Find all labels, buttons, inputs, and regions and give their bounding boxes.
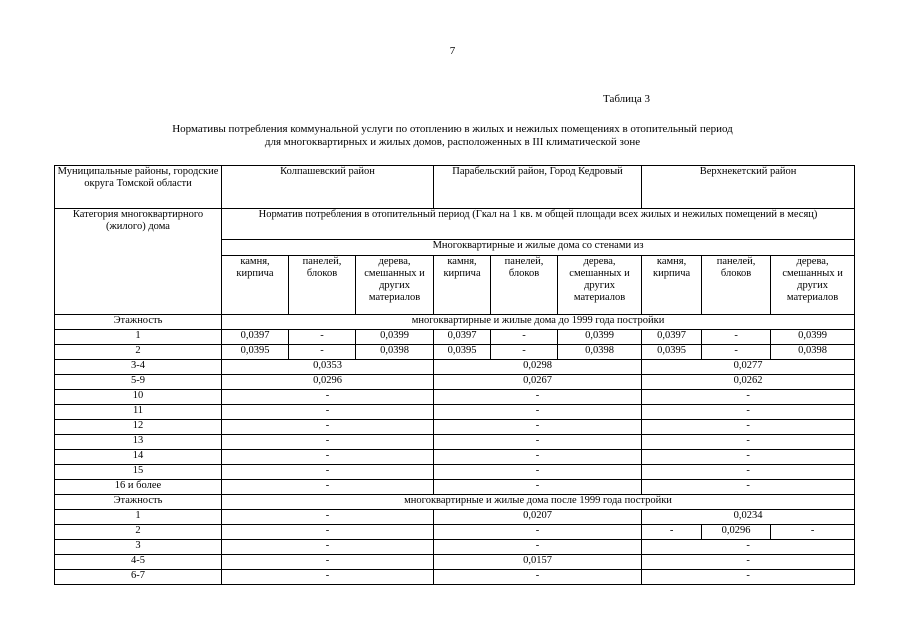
table-row bbox=[55, 540, 855, 555]
table-row bbox=[55, 450, 855, 465]
material-wood: дерева, смешанных и других материалов bbox=[771, 256, 855, 315]
table-row bbox=[55, 390, 855, 405]
table-row bbox=[55, 480, 855, 495]
value-cell: - bbox=[222, 420, 434, 435]
value-cell: - bbox=[222, 480, 434, 495]
title-line-1: Нормативы потребления коммунальной услуги по отоплению в жилых и нежилых помещениях в отопительный период bbox=[172, 123, 733, 135]
value-cell: - bbox=[434, 405, 642, 420]
value-cell: - bbox=[434, 465, 642, 480]
table-label: Таблица 3 bbox=[603, 93, 651, 105]
value-cell: - bbox=[642, 525, 702, 540]
value-cell: - bbox=[771, 525, 855, 540]
material-wood: дерева, смешанных и других материалов bbox=[558, 256, 642, 315]
material-panel: панелей, блоков bbox=[702, 256, 771, 315]
material-brick: камня, кирпича bbox=[222, 256, 289, 315]
value-cell: 0,0399 bbox=[558, 330, 642, 345]
title-line-2: для многоквартирных и жилых домов, расположенных в III климатической зоне bbox=[264, 136, 641, 148]
value-cell: 0,0395 bbox=[434, 345, 491, 360]
value-cell: - bbox=[222, 510, 434, 525]
table-row bbox=[55, 465, 855, 480]
document-title bbox=[0, 123, 905, 149]
value-cell: 0,0398 bbox=[558, 345, 642, 360]
value-cell: - bbox=[222, 465, 434, 480]
table-row bbox=[55, 435, 855, 450]
table-row bbox=[55, 330, 855, 345]
district-kolpashevo: Колпашевский район bbox=[222, 166, 434, 209]
district-verkhneketsky: Верхнекетский район bbox=[642, 166, 855, 209]
floor-cell: 1 bbox=[55, 510, 222, 525]
value-cell: - bbox=[642, 450, 855, 465]
floor-cell: 3 bbox=[55, 540, 222, 555]
value-cell: - bbox=[491, 330, 558, 345]
value-cell: - bbox=[222, 525, 434, 540]
value-cell: - bbox=[642, 570, 855, 585]
header-row-materials bbox=[55, 256, 855, 315]
material-panel: панелей, блоков bbox=[289, 256, 356, 315]
value-cell: 0,0399 bbox=[771, 330, 855, 345]
table-row bbox=[55, 420, 855, 435]
floor-cell: 3-4 bbox=[55, 360, 222, 375]
material-brick: камня, кирпича bbox=[434, 256, 491, 315]
section-row bbox=[55, 315, 855, 330]
table-row bbox=[55, 555, 855, 570]
walls-header: Многоквартирные и жилые дома со стенами из bbox=[222, 240, 855, 256]
value-cell: - bbox=[642, 555, 855, 570]
floor-cell: 15 bbox=[55, 465, 222, 480]
table-row bbox=[55, 360, 855, 375]
floor-cell: 2 bbox=[55, 345, 222, 360]
value-cell: 0,0397 bbox=[642, 330, 702, 345]
value-cell: 0,0234 bbox=[642, 510, 855, 525]
floor-cell: 5-9 bbox=[55, 375, 222, 390]
floor-cell: 16 и более bbox=[55, 480, 222, 495]
floor-cell: 1 bbox=[55, 330, 222, 345]
category-header: Категория многоквартирного (жилого) дома bbox=[55, 209, 222, 256]
norm-header-text: Норматив потребления в отопительный период (Гкал на 1 кв. м общей площади всех жилых и нежилых помещений в месяц) bbox=[258, 209, 818, 220]
value-cell: 0,0296 bbox=[702, 525, 771, 540]
value-cell: - bbox=[222, 555, 434, 570]
value-cell: 0,0262 bbox=[642, 375, 855, 390]
value-cell: - bbox=[434, 570, 642, 585]
value-cell: 0,0353 bbox=[222, 360, 434, 375]
material-panel: панелей, блоков bbox=[491, 256, 558, 315]
table-row bbox=[55, 510, 855, 525]
table-row bbox=[55, 405, 855, 420]
value-cell: - bbox=[642, 405, 855, 420]
value-cell: - bbox=[642, 435, 855, 450]
table-row bbox=[55, 345, 855, 360]
value-cell: - bbox=[222, 540, 434, 555]
value-cell: - bbox=[434, 390, 642, 405]
value-cell: - bbox=[642, 390, 855, 405]
value-cell: 0,0395 bbox=[642, 345, 702, 360]
value-cell: 0,0395 bbox=[222, 345, 289, 360]
section-title: многоквартирные и жилые дома до 1999 года постройки bbox=[222, 315, 855, 330]
floor-cell: 12 bbox=[55, 420, 222, 435]
value-cell: 0,0397 bbox=[222, 330, 289, 345]
value-cell: - bbox=[642, 420, 855, 435]
value-cell: 0,0207 bbox=[434, 510, 642, 525]
value-cell: - bbox=[642, 465, 855, 480]
value-cell: 0,0397 bbox=[434, 330, 491, 345]
header-area: Муниципальные районы, городские округа Томской области bbox=[55, 166, 222, 209]
table-row bbox=[55, 570, 855, 585]
material-brick: камня, кирпича bbox=[642, 256, 702, 315]
floor-cell: 10 bbox=[55, 390, 222, 405]
floor-cell: 11 bbox=[55, 405, 222, 420]
value-cell: - bbox=[289, 345, 356, 360]
table-row bbox=[55, 375, 855, 390]
floor-cell: 4-5 bbox=[55, 555, 222, 570]
value-cell: - bbox=[222, 405, 434, 420]
value-cell: - bbox=[434, 540, 642, 555]
floor-cell: 13 bbox=[55, 435, 222, 450]
value-cell: - bbox=[642, 540, 855, 555]
value-cell: - bbox=[222, 450, 434, 465]
value-cell: 0,0157 bbox=[434, 555, 642, 570]
value-cell: 0,0277 bbox=[642, 360, 855, 375]
section-row bbox=[55, 495, 855, 510]
category-spacer bbox=[55, 256, 222, 315]
material-wood: дерева, смешанных и других материалов bbox=[356, 256, 434, 315]
value-cell: - bbox=[222, 435, 434, 450]
value-cell: 0,0296 bbox=[222, 375, 434, 390]
value-cell: - bbox=[434, 435, 642, 450]
floors-label: Этажность bbox=[55, 495, 222, 510]
value-cell: 0,0267 bbox=[434, 375, 642, 390]
value-cell: 0,0398 bbox=[356, 345, 434, 360]
page-number: 7 bbox=[449, 45, 456, 57]
value-cell: 0,0399 bbox=[356, 330, 434, 345]
header-row-districts bbox=[55, 166, 855, 209]
value-cell: - bbox=[434, 420, 642, 435]
value-cell: - bbox=[702, 345, 771, 360]
value-cell: - bbox=[434, 480, 642, 495]
section-title: многоквартирные и жилые дома после 1999 года постройки bbox=[222, 495, 855, 510]
floor-cell: 14 bbox=[55, 450, 222, 465]
value-cell: - bbox=[642, 480, 855, 495]
value-cell: - bbox=[434, 525, 642, 540]
floors-label: Этажность bbox=[55, 315, 222, 330]
value-cell: - bbox=[222, 570, 434, 585]
floor-cell: 6-7 bbox=[55, 570, 222, 585]
value-cell: - bbox=[702, 330, 771, 345]
value-cell: 0,0398 bbox=[771, 345, 855, 360]
district-parabel: Парабельский район, Город Кедровый bbox=[434, 166, 642, 209]
table-row bbox=[55, 525, 855, 540]
value-cell: 0,0298 bbox=[434, 360, 642, 375]
value-cell: - bbox=[434, 450, 642, 465]
value-cell: - bbox=[222, 390, 434, 405]
floor-cell: 2 bbox=[55, 525, 222, 540]
value-cell: - bbox=[289, 330, 356, 345]
value-cell: - bbox=[491, 345, 558, 360]
norms-table bbox=[54, 165, 855, 585]
norm-header bbox=[222, 209, 855, 240]
